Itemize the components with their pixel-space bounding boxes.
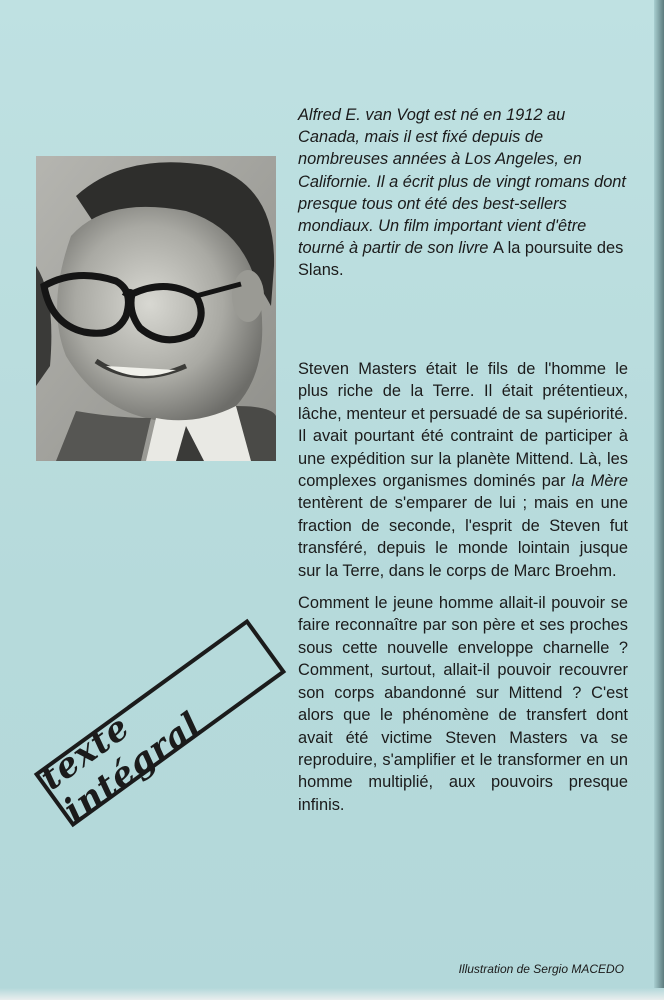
book-title-reference: A la poursuite des Slans. xyxy=(298,239,624,280)
cover-bottom-edge xyxy=(0,988,664,1000)
synopsis-p1-part-b: tentèrent de s'emparer de lui ; mais en une fraction de seconde, l'esprit de Steven fut transféré, depuis le monde lointain jusque sur la Terre, dans le corps de Marc Broehm. xyxy=(298,494,628,580)
author-bio xyxy=(298,104,628,282)
author-portrait-icon xyxy=(36,156,276,461)
illustration-credit: Illustration de Sergio MACEDO xyxy=(458,962,624,976)
cover-edge xyxy=(654,0,664,1000)
synopsis-p1-italic: la Mère xyxy=(571,472,629,491)
synopsis xyxy=(298,358,628,816)
synopsis-paragraph-2: Comment le jeune homme allait-il pouvoir se faire reconnaître par son père et ses proches sous cette nouvelle enveloppe charnelle ? Comment, surtout, allait-il pouvoir recouvrer son corps abandonné sur Mittend ? C'est alors que le phénomène de transfert dont avait été victime Steven Masters va se reproduire, s'amplifier et le transformer en un homme multiplié, aux pouvoirs presque infinis. xyxy=(298,594,628,814)
synopsis-p1-part-a: Steven Masters était le fils de l'homme le plus riche de la Terre. Il était prétentieux, lâche, menteur et persuadé de sa supériorité. Il avait pourtant été contraint de participer à une expédition sur la planète Mittend. Là, les complexes organismes dominés par xyxy=(298,360,628,491)
author-portrait xyxy=(36,156,276,461)
synopsis-paragraph-1 xyxy=(298,358,628,582)
author-bio-text: Alfred E. van Vogt est né en 1912 au Canada, mais il est fixé depuis de nombreuses années à Los Angeles, en Californie. Il a écrit plus de vingt romans dont presque tous ont été des best-sellers mondiaux. Un film important vient d'être tourné à partir de son livre xyxy=(298,106,626,258)
stamp-label: texte intégral xyxy=(32,704,210,831)
